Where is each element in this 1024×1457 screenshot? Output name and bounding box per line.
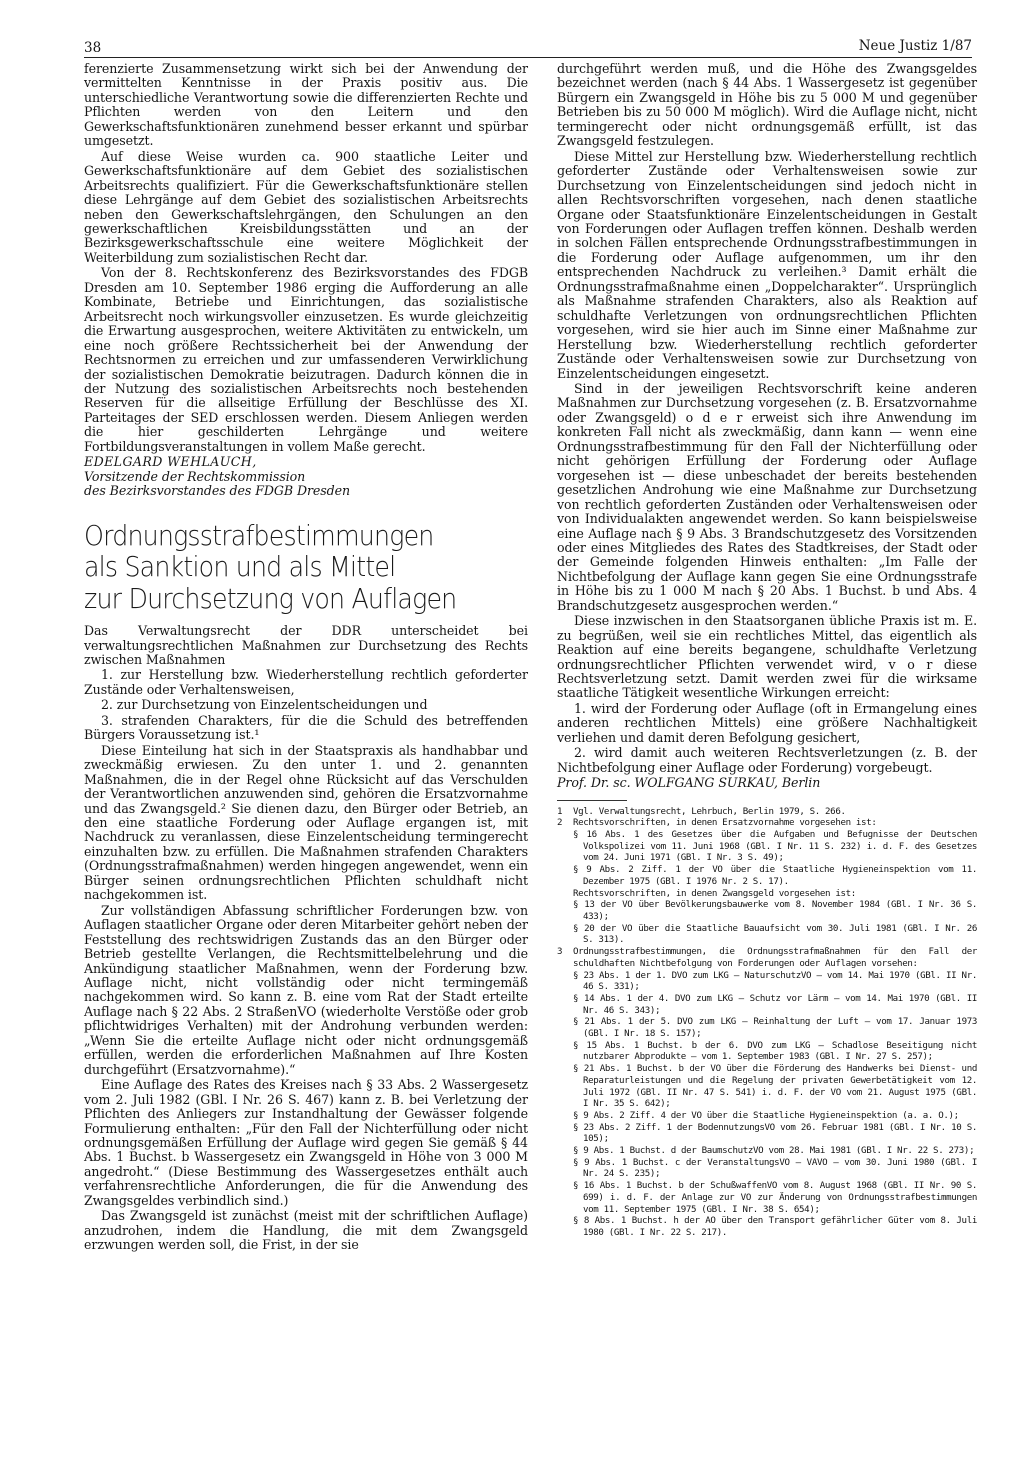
footnote-number: 3 — [557, 947, 563, 958]
footnote-line: § 13 der VO über Bevölkerungsbauwerke vom 8. November 1984 (GBl. I Nr. 36 S. 433); — [573, 900, 977, 922]
paragraph: ferenzierte Zusammensetzung wirkt sich bei der Anwendung der vermittelten Kenntnisse in der Praxis positiv aus. Die unterschiedliche Verantwortung sowie die differenzierten Rechte und Pflichten werden von den Leitern und den Gewerkschaftsfunktionären zunehmend besser erkannt und spürbar umgesetzt. — [84, 61, 528, 149]
footnote-line: § 21 Abs. 1 der 5. DVO zum LKG — Reinhaltung der Luft — vom 17. Januar 1973 (GBl. I Nr. 18 S. 157); — [573, 1017, 977, 1040]
list-item: 1. wird der Forderung oder Auflage (oft in Ermangelung eines anderen rechtlichen Mittels) eine größere Nachhaltigkeit verliehen und damit deren Befolgung gesichert, — [557, 700, 977, 745]
footnote — [557, 818, 977, 947]
paragraph: Sind in der jeweiligen Rechtsvorschrift keine anderen Maßnahmen zur Durchsetzung vorgesehen (z. B. Ersatzvornahme oder Zwangsgeld) o d e r erweist sich ihre Anwendung im konkreten Fall nicht als zweckmäßig, dann kann — wenn eine Ordnungsstrafbestimmung für den Fall der Nichterfüllung oder nicht gehörigen Erfüllung der Forderung oder Auflage vorgesehen ist — diese unbeschadet der bereits bestehenden gesetzlichen Androhung wie eine Maßnahme zur Durchsetzung von rechtlich geforderten Zuständen oder Verhaltensweisen oder von Individualakten angewendet werden. So kann beispielsweise eine Auflage nach § 9 Abs. 3 Brandschutzgesetz des Vorsitzenden oder eines Mitgliedes des Rates des Stadtkreises, der Stadt oder der Gemeinde folgenden Hinweis enthalten: „Im Falle der Nichtbefolgung der Auflage kann gegen Sie eine Ordnungsstrafe in Höhe bis zu 1 000 M nach § 20 Abs. 1 Buchst. b und Abs. 4 Brandschutzgesetz ausgesprochen werden.“ — [557, 380, 977, 613]
footnote-number: 2 — [557, 818, 563, 829]
paragraph: Diese inzwischen in den Staatsorganen übliche Praxis ist m. E. zu begrüßen, weil sie ein rechtliches Mittel, das eigentlich als Reaktion auf eine bereits begangene, schuldhafte Verletzung ordnungsrechtlicher Pflichten verwendet wird, v o r diese Rechtsverletzung setzt. Damit werden zwei für die wirksame staatliche Tätigkeit wesentliche Wirkungen erreicht: — [557, 613, 977, 701]
paragraph: Auf diese Weise wurden ca. 900 staatliche Leiter und Gewerkschaftsfunktionäre auf dem Gebiet des sozialistischen Arbeitsrechts qualifiziert. Für die Gewerkschaftsfunktionäre stellen diese Lehrgänge auf dem Gebiet des sozialistischen Arbeitsrechts neben den Gewerkschaftslehrgängen, den Schulungen an den gewerkschaftlichen Kreisbildungsstätten und an der Bezirksgewerkschaftsschule eine weitere Möglichkeit der Weiterbildung zum sozialistischen Recht dar. — [84, 148, 528, 265]
list-item: 2. wird damit auch weiteren Rechtsverletzungen (z. B. der Nichtbefolgung einer Auflage oder Forderung) vorgebeugt. — [557, 745, 977, 775]
footnote-line: § 9 Abs. 2 Ziff. 1 der VO über die Staatliche Hygieneinspektion vom 11. Dezember 1975 (GBl. I 1976 Nr. 2 S. 17). — [573, 865, 977, 887]
footnote-line: § 8 Abs. 1 Buchst. h der AO über den Transport gefährlicher Güter vom 8. Juli 1980 (GBl. I Nr. 22 S. 217). — [573, 1216, 977, 1238]
footnote-line: § 23 Abs. 1 der 1. DVO zum LKG — NaturschutzVO — vom 14. Mai 1970 (GBl. II Nr. 46 S. 331); — [573, 970, 977, 993]
footnote — [557, 807, 977, 819]
paragraph: durchgeführt werden muß, und die Höhe des Zwangsgeldes bezeichnet werden (nach § 44 Abs. 1 Wassergesetz ist gegenüber Bürgern ein Zwangsgeld in Höhe bis zu 5 000 M und gegenüber Betrieben bis zu 50 000 M möglich). Wird die Auflage nicht, nicht termingerecht oder nicht ordnungsgemäß erfüllt, ist das Zwangsgeld festzulegen. — [557, 61, 977, 149]
author-name: EDELGARD WEHLAUCH, — [84, 454, 257, 470]
footnote-line: Ordnungsstrafbestimmungen, die Ordnungsstrafmaßnahmen für den Fall der schuldhaften Nichtbefolgung von Forderungen oder Auflagen vorsehen: — [573, 947, 977, 969]
paragraph: Diese Einteilung hat sich in der Staatspraxis als handhabbar und zweckmäßig erwiesen. Zu den unter 1. und 2. genannten Maßnahmen, die in der Regel ohne Rücksicht auf das Verschulden der Verantwortlichen anzuwenden sind, gehören die Ersatzvornahme und das Zwangsgeld.² Sie dienen dazu, den Bürger oder Betrieb, an den eine staatliche Forderung oder Auflage ergangen ist, mit Nachdruck zu veranlassen, diese Einzelentscheidung termingerecht einzuhalten bzw. zu erfüllen. Die Maßnahmen strafenden Charakters (Ordnungsstrafmaßnahmen) werden hingegen angewendet, wenn ein Bürger seinen ordnungsrechtlichen Pflichten schuldhaft nicht nachgekommen ist. — [84, 742, 528, 903]
heading-line: als Sanktion und als Mittel — [84, 551, 396, 584]
footnote-line: Rechtsvorschriften, in denen Ersatzvornahme vorgesehen ist: — [573, 818, 877, 829]
author-role: Vorsitzende der Rechtskommission — [84, 468, 306, 484]
paragraph: Eine Auflage des Rates des Kreises nach § 33 Abs. 2 Wassergesetz vom 2. Juli 1982 (GBl. I Nr. 26 S. 467) kann z. B. bei Verletzung der Pflichten des Anliegers zur Instandhaltung der Gewässer folgende Formulierung enthalten: „Für den Fall der Nichterfüllung oder nicht ordnungsgemäßen Erfüllung der Auflage wird gegen Sie gemäß § 44 Abs. 1 Buchst. b Wassergesetz ein Zwangsgeld in Höhe von 3 000 M angedroht.“ (Diese Bestimmung des Wassergesetzes enthält auch verfahrensrechtliche Anforderungen, die für die Anwendung des Zwangsgeldes verbindlich sind.) — [84, 1077, 528, 1208]
footnote — [557, 947, 977, 1240]
footnote-line: § 16 Abs. 1 des Gesetzes über die Aufgaben und Befugnisse der Deutschen Volkspolizei vom 11. Juni 1968 (GBl. I Nr. 11 S. 232) i. d. F. des Gesetzes vom 24. Juni 1971 (GBl. I Nr. 3 S. 49); — [573, 830, 977, 864]
right-column — [557, 62, 977, 1240]
footnote-separator — [557, 800, 627, 801]
article-heading — [84, 521, 526, 616]
footnote-line: § 14 Abs. 1 der 4. DVO zum LKG — Schutz vor Lärm — vom 14. Mai 1970 (GBl. II Nr. 46 S. 343); — [573, 993, 977, 1016]
footnote-line: Rechtsvorschriften, in denen Zwangsgeld vorgesehen ist: — [573, 888, 856, 899]
paragraph: Von der 8. Rechtskonferenz des Bezirksvorstandes des FDGB Dresden am 10. September 1986 erging die Aufforderung an alle Kombinate, Betriebe und Einrichtungen, das sozialistische Arbeitsrecht noch wirkungsvoller einzusetzen. Es wurde gleichzeitig die Erwartung ausgesprochen, weitere Aktivitäten zu entwickeln, um eine noch größere Rechtssicherheit bei der Anwendung der Rechtsnormen zu erreichen und zur umfassenderen Verwirklichung der sozialistischen Demokratie beizutragen. Dadurch können die in der Nutzung des sozialistischen Arbeitsrechts noch bestehenden Reserven für die allseitige Erfüllung der Beschlüsse des XI. Parteitages der SED erschlossen werden. Diesem Anliegen werden die hier geschilderten Lehrgänge und weitere Fortbildungsveranstaltungen in vollem Maße gerecht. — [84, 265, 528, 454]
footnote-line: § 9 Abs. 1 Buchst. c der VeranstaltungsVO — VAVO — vom 30. Juni 1980 (GBl. I Nr. 24 S. 235); — [573, 1157, 977, 1180]
footnote-line: § 9 Abs. 1 Buchst. d der BaumschutzVO vom 28. Mai 1981 (GBl. I Nr. 22 S. 273); — [573, 1146, 975, 1157]
author-signature — [84, 455, 528, 498]
list-item: 2. zur Durchsetzung von Einzelentscheidungen und — [101, 697, 428, 713]
footnote-line: § 21 Abs. 1 Buchst. b der VO über die Förderung des Handwerks bei Dienst- und Reparaturleistungen und die Regelung der privaten Gewerbetätigkeit vom 12. Juli 1972 (GBl. II Nr. 47 S. 541) i. d. F. der VO vom 21. August 1975 (GBl. I Nr. 35 S. 642); — [573, 1064, 977, 1110]
left-column — [84, 62, 528, 1254]
intro-paragraph: Das Verwaltungsrecht der DDR unterscheidet bei verwaltungsrechtlichen Maßnahmen zur Durchsetzung des Rechts zwischen Maßnahmen — [84, 623, 528, 667]
list-item: 3. strafenden Charakters, für die die Schuld des betreffenden Bürgers Voraussetzung ist.¹ — [84, 712, 528, 743]
footnote-number: 1 — [557, 806, 563, 817]
author-signature: Prof. Dr. sc. WOLFGANG SURKAU, Berlin — [557, 775, 821, 791]
paragraph: Diese Mittel zur Herstellung bzw. Wiederherstellung rechtlich geforderter Zustände oder Verhaltensweisen sowie zur Durchsetzung von Einzelentscheidungen sind jedoch nicht in allen Rechtsvorschriften vorgesehen, nach denen staatliche Organe oder Staatsfunktionäre Einzelentscheidungen in Gestalt von Forderungen oder Auflagen treffen können. Deshalb werden in solchen Fällen entsprechende Ordnungsstrafbestimmungen in die Forderung oder Auflage aufgenommen, um ihr den entsprechenden Nachdruck zu verleihen.³ Damit erhält die Ordnungsstrafmaßnahme einen „Doppelcharakter“. Ursprünglich als Maßnahme strafenden Charakters, also als Reaktion auf schuldhafte Verletzungen von ordnungsrechtlichen Pflichten vorgesehen, wird sie hier auch im Sinne einer Maßnahme zur Herstellung bzw. Wiederherstellung rechtlich geforderter Zustände oder Verhaltensweisen sowie zur Durchsetzung von Einzelentscheidungen eingesetzt. — [557, 148, 977, 381]
journal-issue: Neue Justiz 1/87 — [858, 38, 972, 54]
paragraph: Das Zwangsgeld ist zunächst (meist mit der schriftlichen Auflage) anzudrohen, indem die Handlung, die mit dem Zwangsgeld erzwungen werden soll, die Frist, in der sie — [84, 1208, 528, 1253]
footnote-line: § 15 Abs. 1 Buchst. b der 6. DVO zum LKG — Schadlose Beseitigung nicht nutzbarer Abprodukte — vom 1. September 1983 (GBl. I Nr. 27 S. 257); — [573, 1040, 977, 1063]
footnote-line: § 9 Abs. 2 Ziff. 4 der VO über die Staatliche Hygieneinspektion (a. a. O.); — [573, 1110, 959, 1121]
footnote-line: Vgl. Verwaltungsrecht, Lehrbuch, Berlin 1979, S. 266. — [573, 806, 846, 817]
footnote-line: § 23 Abs. 2 Ziff. 1 der BodennutzungsVO vom 26. Februar 1981 (GBl. I Nr. 10 S. 105); — [573, 1122, 977, 1145]
author-org: des Bezirksvorstandes des FDGB Dresden — [84, 483, 351, 499]
heading-line: zur Durchsetzung von Auflagen — [84, 582, 457, 615]
paragraph: Zur vollständigen Abfassung schriftlicher Forderungen bzw. von Auflagen staatlicher Organe oder deren Mitarbeiter gehört neben der Feststellung des rechtswidrigen Zustands das an den Bürger oder Betrieb gestellte Verlangen, die Rechtsmittelbelehrung und die Ankündigung staatlicher Maßnahmen, wenn der Forderung bzw. Auflage nicht, nicht vollständig oder nicht termingemäß nachgekommen wird. So kann z. B. eine vom Rat der Stadt erteilte Auflage nach § 22 Abs. 2 StraßenVO (wiederholte Verstöße oder grob pflichtwidriges Verhalten) mit der Androhung verbunden werden: „Wenn Sie die erteilte Auflage nicht oder nicht ordnungsgemäß erfüllen, werden die erforderlichen Maßnahmen auf Ihre Kosten durchgeführt (Ersatzvornahme).“ — [84, 902, 528, 1077]
header-rule — [84, 57, 972, 58]
footnote-line: § 16 Abs. 1 Buchst. b der SchußwaffenVO vom 8. August 1968 (GBl. II Nr. 90 S. 699) i. d. F. der Anlage zur VO zur Änderung von Ordnungsstrafbestimmungen vom 11. September 1975 (GBl. I Nr. 38 S. 654); — [573, 1181, 977, 1215]
list-item: 1. zur Herstellung bzw. Wiederherstellung rechtlich geforderter Zustände oder Verhaltensweisen, — [84, 667, 528, 697]
heading-line: Ordnungsstrafbestimmungen — [84, 519, 434, 552]
footnote-line: § 20 der VO über die Staatliche Bauaufsicht vom 30. Juli 1981 (GBl. I Nr. 26 S. 313). — [573, 923, 977, 946]
page-number: 38 — [84, 40, 102, 56]
